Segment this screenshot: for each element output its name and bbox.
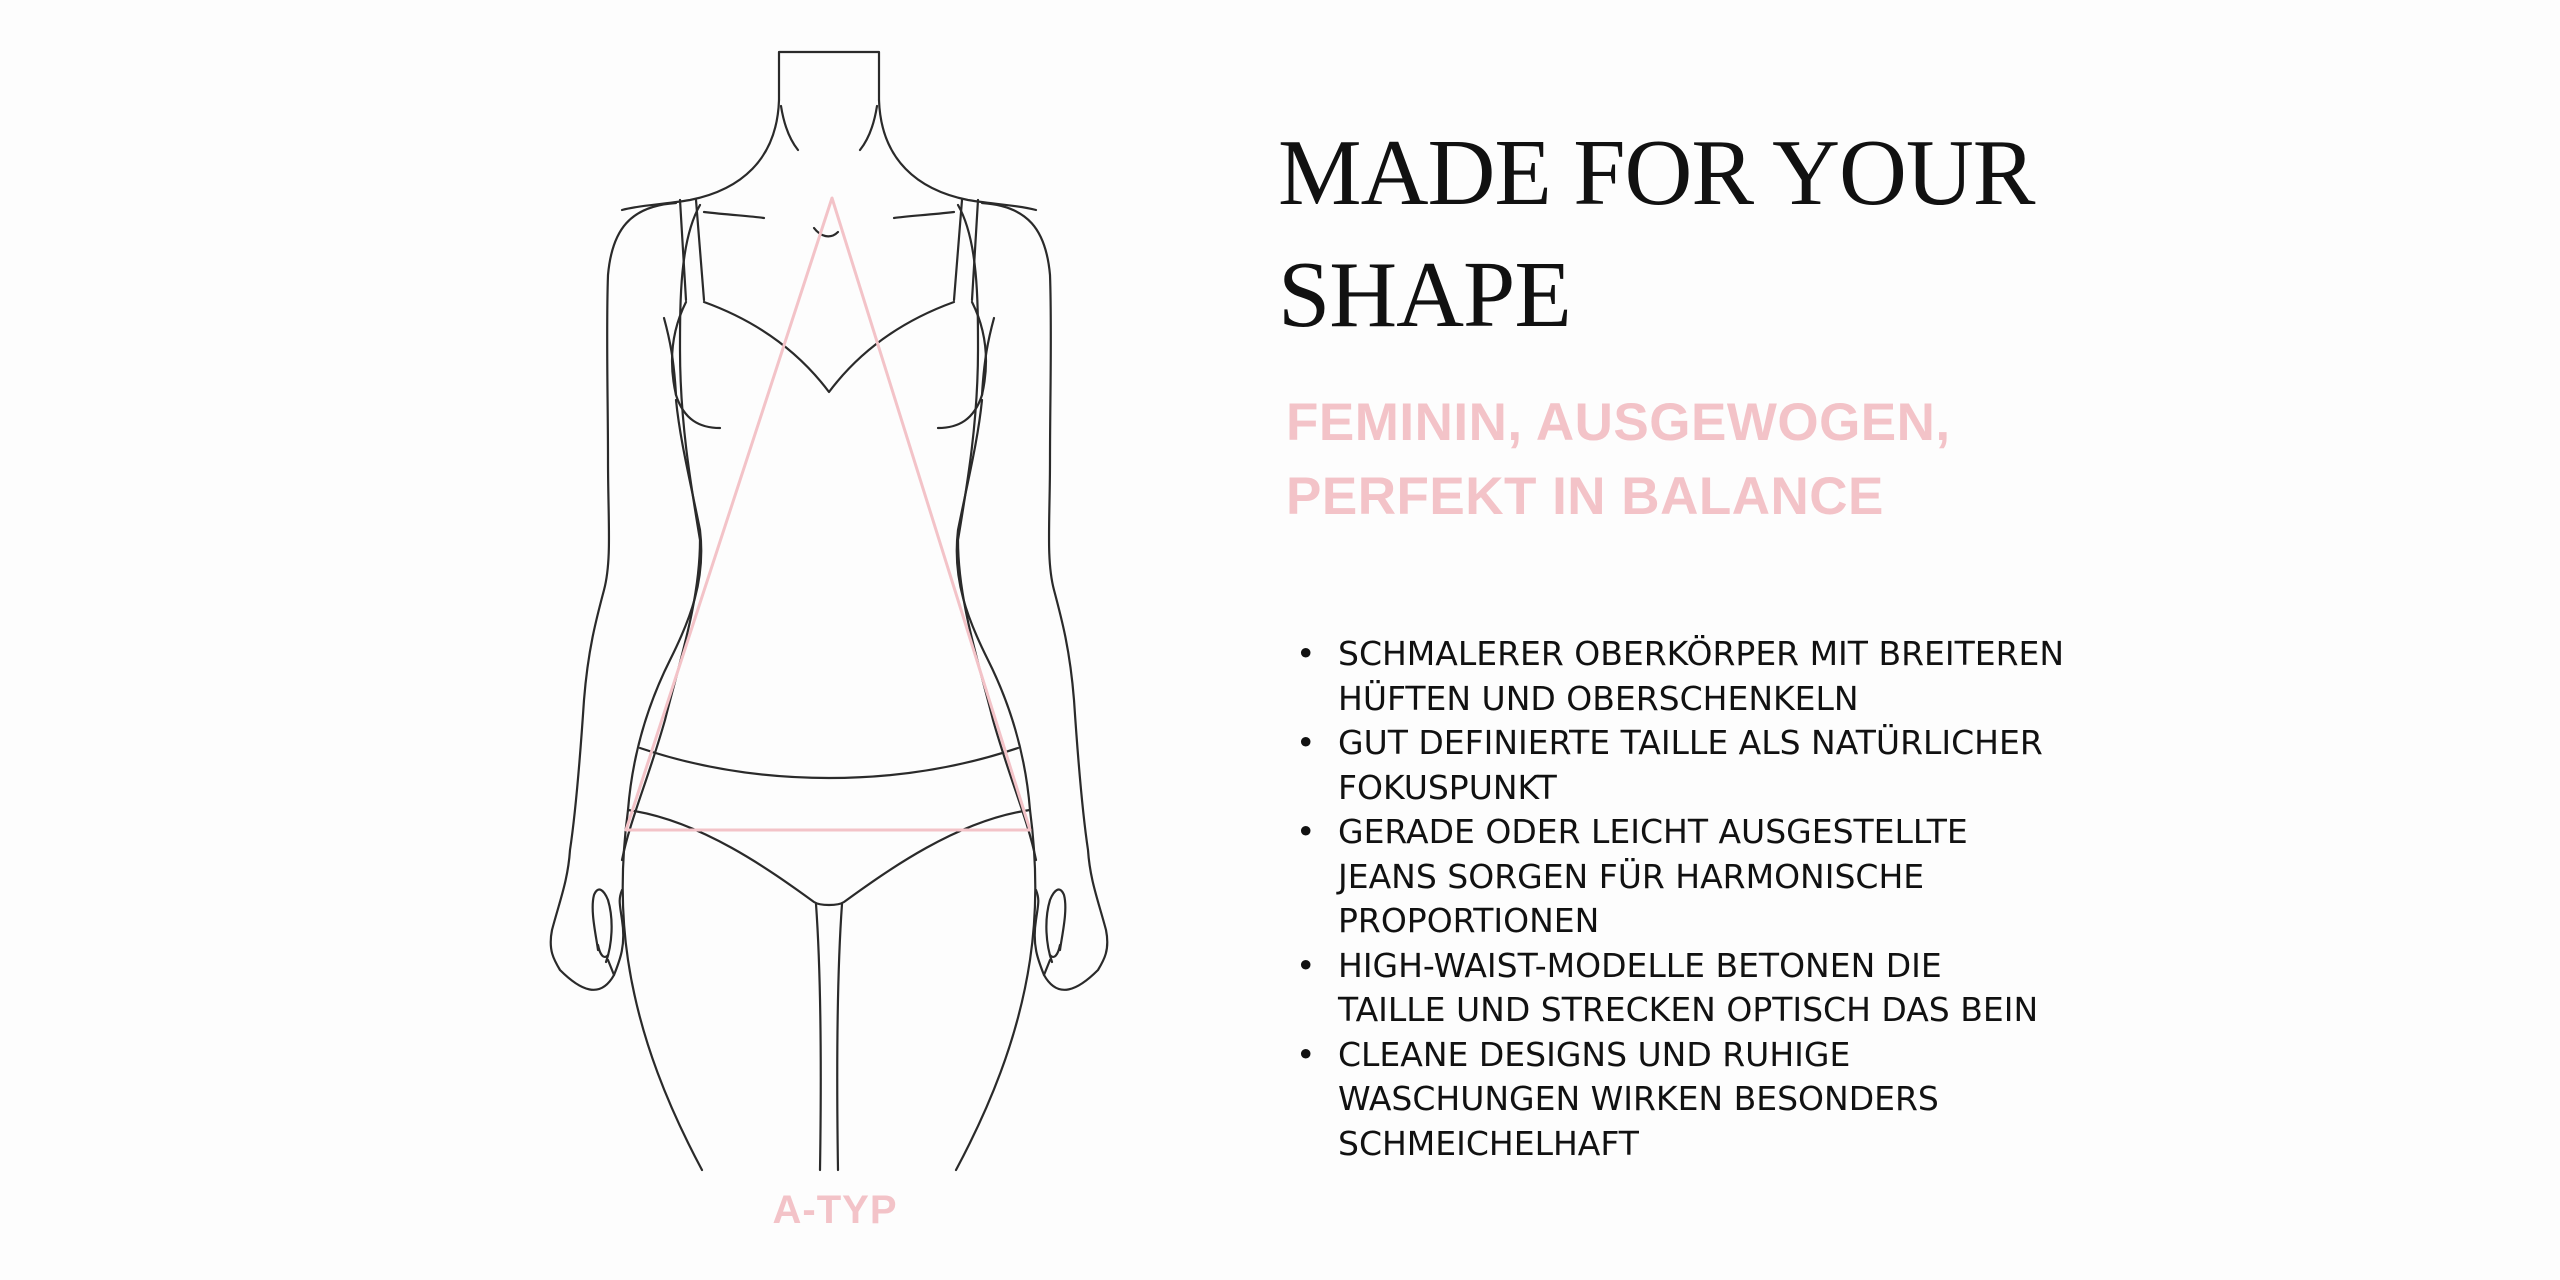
leg-right — [837, 904, 842, 1170]
list-item-line: FOKUSPUNKT — [1338, 767, 1557, 807]
torso-right — [956, 400, 1035, 1170]
feature-list — [1296, 632, 2116, 1166]
list-item-line: SCHMALERER OBERKÖRPER MIT BREITEREN — [1338, 634, 2065, 673]
page-title — [1278, 112, 2278, 356]
neck-outline — [779, 52, 879, 100]
bullet-icon: • — [1296, 1034, 1316, 1074]
body-type-label: A-TYP — [772, 1188, 898, 1232]
left-shoulder — [622, 100, 779, 210]
list-item — [1296, 632, 2116, 721]
list-item-line: PROPORTIONEN — [1338, 901, 1600, 940]
leg-left — [816, 904, 821, 1170]
list-item-line: TAILLE UND STRECKEN OPTISCH DAS BEIN — [1338, 990, 2039, 1029]
bullet-icon: • — [1296, 812, 1316, 851]
list-item — [1296, 1033, 2116, 1167]
list-item — [1296, 810, 2116, 944]
list-item-line: JEANS SORGEN FÜR HARMONISCHE — [1338, 856, 1925, 896]
bullet-icon: • — [1296, 723, 1316, 762]
list-item-line: GERADE ODER LEICHT AUSGESTELLTE — [1338, 812, 1968, 851]
right-shoulder — [879, 100, 1036, 210]
title-line: MADE FOR YOUR — [1278, 121, 2035, 225]
subtitle-line: PERFEKT IN BALANCE — [1286, 467, 1884, 526]
bullet-icon: • — [1296, 945, 1316, 985]
right-arm — [982, 203, 1107, 990]
list-item-line: WASCHUNGEN WIRKEN BESONDERS — [1338, 1079, 1939, 1118]
panty — [640, 748, 1018, 778]
subtitle — [1286, 386, 2186, 534]
list-item — [1296, 944, 2116, 1033]
torso-left — [623, 400, 702, 1170]
left-arm — [551, 203, 676, 990]
list-item — [1296, 721, 2116, 810]
list-item-line: HIGH-WAIST-MODELLE BETONEN DIE — [1338, 945, 1942, 985]
title-line: SHAPE — [1278, 243, 1571, 347]
list-item-line: HÜFTEN UND OBERSCHENKELN — [1338, 678, 1859, 718]
bullet-icon: • — [1296, 634, 1316, 673]
list-item-line: CLEANE DESIGNS UND RUHIGE — [1338, 1034, 1851, 1074]
list-item-line: SCHMEICHELHAFT — [1338, 1123, 1639, 1163]
subtitle-line: FEMININ, AUSGEWOGEN, — [1286, 393, 1951, 452]
list-item-line: GUT DEFINIERTE TAILLE ALS NATÜRLICHER — [1338, 723, 2043, 762]
bra — [704, 302, 954, 392]
